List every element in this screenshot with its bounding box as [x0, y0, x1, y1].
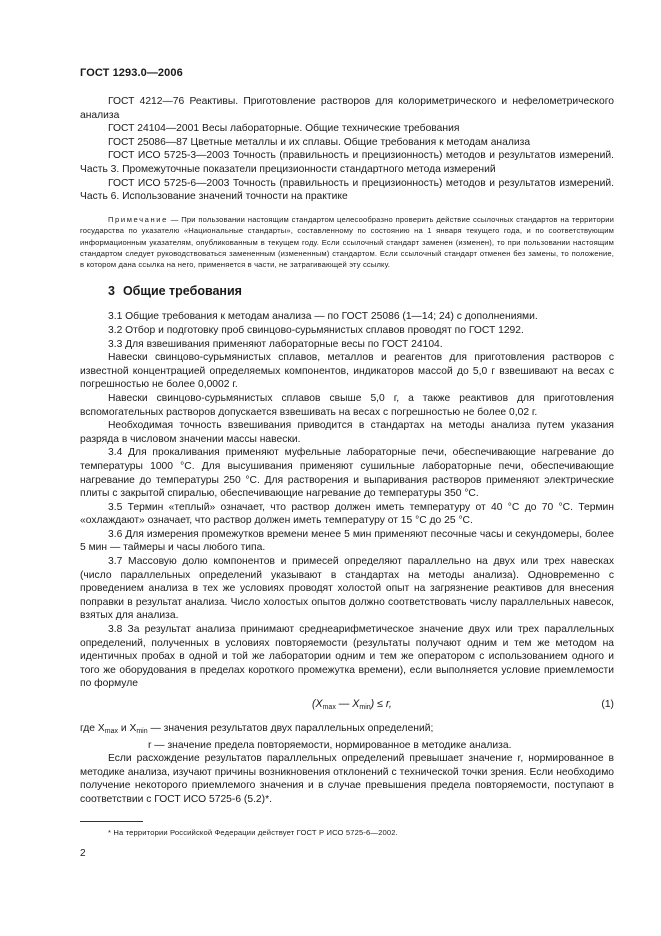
paragraph-3-3-b: Навески свинцово-сурьмянистых сплавов свыше 5,0 г, а также реактивов для приготовления вспомогательных растворов допускается взвешивать на весах с погрешностью не более 0,02 г.: [80, 392, 614, 418]
paragraph-3-8-b: Если расхождение результатов параллельных определений превышает значение r, нормированное в методике анализа, изучают причины возникновения отклонений с технической точки зрения. Если необходимо получение некоторого приемлемого значения и в случае превышения предела повторяемости, поступают в соответствии с ГОСТ ИСО 5725-6 (5.2)*.: [80, 753, 614, 805]
paragraph-3-6: 3.6 Для измерения промежутков времени менее 5 мин применяют песочные часы и секундомеры, более 5 мин — таймеры и часы любого типа.: [80, 528, 614, 554]
paragraph-3-2: 3.2 Отбор и подготовку проб свинцово-сурьмянистых сплавов проводят по ГОСТ 1292.: [108, 324, 524, 336]
reference-iso-5725-6: ГОСТ ИСО 5725-6—2003 Точность (правильность и прецизионность) методов и результатов измерений. Часть 6. Использование значений точности на практике: [80, 177, 614, 203]
paragraph-3-4: 3.4 Для прокаливания применяют муфельные лабораторные печи, обеспечивающие нагревание до температуры 1000 °С. Для высушивания применяют сушильные лабораторные печи, обеспечивающие нагревание до температуры 250 °С. Для растворения и выпаривания растворов применяют электрические плиты с закрытой спиралью, обеспечивающие нагревание до температуры 350 °С.: [80, 447, 614, 500]
page-number: 2: [80, 848, 86, 859]
paragraph-3-1: 3.1 Общие требования к методам анализа — по ГОСТ 25086 (1—14; 24) с дополнениями.: [108, 311, 538, 323]
formula-explanation-r: r — значение предела повторяемости, нормированное в методике анализа.: [148, 739, 512, 751]
paragraph-3-3: 3.3 Для взвешивания применяют лабораторные весы по ГОСТ 24104.: [108, 338, 443, 350]
paragraph-3-7: 3.7 Массовую долю компонентов и примесей определяют параллельно на двух или трех навесках (число параллельных определений указывают в стандартах на методы анализа). Одновременно с проведением анализа в тех же условиях проводят холостой опыт на загрязнение реактивов для внесения поправки в результат анализа. Число холостых опытов должно соответствовать числу параллельных навесок, взятых для анализа.: [80, 556, 614, 622]
paragraph-3-8: 3.8 За результат анализа принимают среднеарифметическое значение двух или трех параллельных определений, полученных в условиях повторяемости (результаты получают одним и тем же методом на идентичных пробах в одной и той же лаборатории одним и тем же оператором с использованием одного и того же оборудования в пределах короткого промежутка времени), если выполняется условие приемлемости по формуле: [80, 624, 614, 690]
note-text: — При пользовании настоящим стандартом целесообразно проверить действие ссылочных стандартов на территории государства по указателю «Национальные стандарты», составленному по состоянию на 1 января текущего года, и по соответствующим информационным указателям, опубликованным в текущем году. Если ссылочный стандарт заменен (изменен), то при пользовании настоящим стандартом следует руководствоваться замененным (измененным) стандартом. Если ссылочный стандарт отменен без замены, то положение, в котором дана ссылка на него, применяется в части, не затрагивающей эту ссылку.: [80, 214, 614, 270]
footnote: * На территории Российской Федерации действует ГОСТ Р ИСО 5725-6—2002.: [108, 828, 398, 837]
section-heading: [108, 285, 614, 299]
note-label: Примечание: [108, 214, 168, 224]
footnote-divider: [80, 821, 143, 822]
document-header: ГОСТ 1293.0—2006: [80, 67, 183, 79]
formula-expression: ($X_{max}$ — $X_{min}) \le r$,: [312, 698, 392, 711]
reference-gost-25086: ГОСТ 25086—87 Цветные металлы и их сплавы. Общие требования к методам анализа: [108, 136, 531, 148]
section-title: Общие требования: [122, 283, 242, 298]
paragraph-3-5: 3.5 Термин «теплый» означает, что раствор должен иметь температуру от 40 °С до 70 °С. Термин «охлаждают» означает, что раствор должен иметь температуру от 15 °С до 25 °С.: [80, 501, 614, 527]
reference-gost-4212: ГОСТ 4212—76 Реактивы. Приготовление растворов для колориметрического и нефелометрического анализа: [80, 96, 614, 121]
formula-number: (1): [601, 699, 614, 710]
page-content: [80, 95, 614, 807]
formula-1: [80, 696, 614, 716]
reference-iso-5725-3: ГОСТ ИСО 5725-3—2003 Точность (правильность и прецизионность) методов и результатов измерений. Часть 3. Промежуточные показатели прецизионности стандартного метода измерений: [80, 150, 614, 175]
paragraph-3-3-a: Навески свинцово-сурьмянистых сплавов, металлов и реагентов для приготовления растворов с известной концентрацией определяемых компонентов, индикаторов массой до 5,0 г взвешивают на весах с погрешностью не более 0,0002 г.: [80, 352, 614, 391]
paragraph-3-3-c: Необходимая точность взвешивания приводится в стандартах на методы анализа путем указания разряда в числовом значении массы навески.: [80, 420, 614, 445]
section-number: 3: [108, 283, 115, 298]
note-block: [80, 214, 614, 271]
reference-gost-24104: ГОСТ 24104—2001 Весы лабораторные. Общие технические требования: [108, 123, 460, 135]
formula-explanation-x: где $X_{max}$ и $X_{min}$ — значения результатов двух параллельных определений;: [80, 723, 434, 735]
